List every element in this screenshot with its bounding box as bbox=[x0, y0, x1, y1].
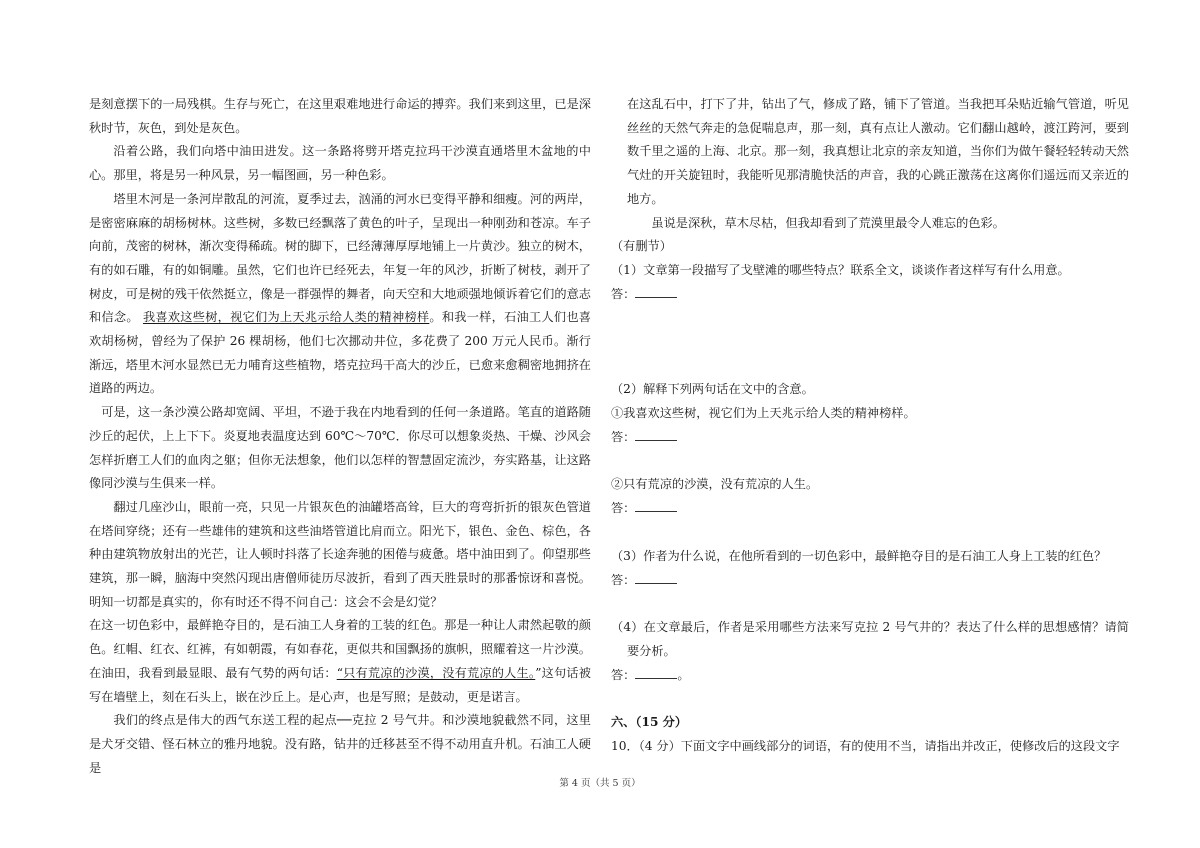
answer-space bbox=[611, 592, 1129, 616]
answer-blank[interactable] bbox=[635, 428, 677, 441]
answer-space bbox=[611, 449, 1129, 473]
answer-space bbox=[611, 306, 1129, 378]
answer-line bbox=[611, 497, 1129, 521]
answer-line bbox=[611, 426, 1129, 450]
deletion-note: （有删节） bbox=[611, 239, 672, 254]
answer-line bbox=[611, 283, 1129, 307]
answer-label: 答： bbox=[611, 286, 636, 301]
question-4: （4）在文章最后，作者是采用哪些方法来写克拉 2 号气井的？表达了什么样的思想感情？请简要分析。 bbox=[611, 620, 1129, 658]
paragraph: 我们的终点是伟大的西气东送工程的起点──克拉 2 号气井。和沙漠地貌截然不同，这里是犬牙交错、怪石林立的雅丹地貌。没有路，钻井的迁移甚至不得不动用直升机。石油工人硬是 bbox=[89, 713, 591, 775]
paragraph: 在这乱石中，打下了井，钻出了气，修成了路，铺下了管道。当我把耳朵贴近输气管道，听见丝丝的天然气奔走的急促喘息声，那一刻，真有点让人激动。它们翻山越岭，渡江跨河，要到数千里之遥的上海、北京。那一刻，我真想让北京的亲友知道，当你们为做午餐轻轻转动天然气灶的开关旋钮时，我能听见那清脆快活的声音，我的心跳正激荡在这离你们遥远而又亲近的地方。 bbox=[627, 97, 1129, 206]
answer-blank[interactable] bbox=[635, 571, 677, 584]
paragraph: 翻过几座沙山，眼前一亮，只见一片银灰色的油罐塔高耸，巨大的弯弯折折的银灰色管道在塔间穿绕；还有一些雄伟的建筑和这些油塔管道比肩而立。阳光下，银色、金色、棕色，各种由建筑物放射出的光芒，让人顿时抖落了长途奔驰的困倦与疲惫。塔中油田到了。仰望那些建筑，那一瞬，脑海中突然闪现出唐僧师徒历尽波折，看到了西天胜景时的那番惊讶和喜悦。明知一切都是真实的，你有时还不得不问自己：这会不会是幻觉？ bbox=[89, 499, 591, 609]
paragraph bbox=[89, 188, 591, 401]
right-column bbox=[611, 93, 1129, 759]
paragraph: 沿着公路，我们向塔中油田进发。这一条路将劈开塔克拉玛干沙漠直通塔里木盆地的中心。那里，将是另一种风景，另一幅图画，另一种色彩。 bbox=[89, 144, 591, 183]
question-1: （1）文章第一段描写了戈壁滩的哪些特点？联系全文，谈谈作者这样写有什么用意。 bbox=[611, 262, 1070, 277]
paragraph: 虽说是深秋，草木尽枯，但我却看到了荒漠里最令人难忘的色彩。 bbox=[651, 215, 1005, 230]
question-10: 10．（4 分）下面文字中画线部分的词语，有的使用不当，请指出并改正，使修改后的这段文字 bbox=[611, 739, 1120, 754]
paragraph bbox=[89, 614, 591, 709]
section-heading: 六、（15 分） bbox=[611, 715, 688, 730]
answer-space bbox=[611, 687, 1129, 711]
answer-blank[interactable] bbox=[635, 666, 677, 679]
answer-label: 答： bbox=[611, 429, 636, 444]
underlined-sentence: “只有荒凉的沙漠，没有荒凉的人生。 bbox=[336, 665, 536, 680]
paragraph-text: 塔里木河是一条河岸散乱的河流，夏季过去，汹涌的河水已变得平静和细瘦。河的两岸，是密密麻麻的胡杨树林。这些树，多数已经飘落了黄色的叶子，呈现出一种刚劲和苍凉。车子向前，茂密的树林，渐次变得稀疏。树的脚下，已经薄薄厚厚地铺上一片黄沙。独立的树木，有的如石雕，有的如铜雕。虽然，它们也许已经死去，年复一年的风沙，折断了树枝，剥开了树皮，可是树的残干依然挺立，像是一群强悍的舞者，向天空和大地顽强地倾诉着它们的意志和信念。 bbox=[89, 191, 591, 325]
paragraph-text: 在这一切色彩中，最鲜艳夺目的，是石油工人身着的工装的红色。那是一种让人肃然起敬的颜色。红帽、红衣、红裤，有如朝霞，有如春花，更似共和国飘扬的旗帜，照耀着这一片沙漠。在油田，我看到最显眼、最有气势的两句话： bbox=[89, 618, 591, 680]
answer-line bbox=[611, 664, 1129, 688]
paragraph-text: ”这句话被写在墙壁上，刻在石头上，嵌在沙丘上。是心声，也是写照；是鼓动，更是诺言。 bbox=[89, 665, 591, 704]
answer-end: 。 bbox=[677, 667, 690, 682]
question-2-b: ②只有荒凉的沙漠，没有荒凉的人生。 bbox=[611, 477, 819, 492]
answer-line bbox=[611, 569, 1129, 593]
question-3: （3）作者为什么说，在他所看到的一切色彩中，最鲜艳夺目的是石油工人身上工装的红色？ bbox=[611, 548, 1107, 563]
answer-label: 答： bbox=[611, 667, 636, 682]
answer-space bbox=[611, 521, 1129, 545]
page-footer: 第 4 页（共 5 页） bbox=[559, 778, 641, 789]
answer-blank[interactable] bbox=[635, 499, 677, 512]
paragraph: 是刻意摆下的一局残棋。生存与死亡，在这里艰难地进行命运的搏弈。我们来到这里，已是深秋时节，灰色，到处是灰色。 bbox=[89, 97, 591, 135]
paragraph-text: 。和我一样，石油工人们也喜欢胡杨树，曾经为了保护 26 棵胡杨，他们七次挪动井位，多花费了 200 万元人民币。渐行渐远，塔里木河水显然已无力哺育这些植物，塔克拉玛干高大的沙丘，已愈来愈稠密地拥挤在道路的两边。 bbox=[89, 310, 591, 396]
underlined-sentence: 我喜欢这些树，视它们为上天兆示给人类的精神榜样 bbox=[142, 310, 430, 325]
paragraph: 可是，这一条沙漠公路却宽阔、平坦，不逊于我在内地看到的任何一条道路。笔直的道路随沙丘的起伏，上上下下。炎夏地表温度达到 60℃～70℃．你尽可以想象炎热、干燥、沙风会怎样折磨工人们的血肉之躯；但你无法想象，他们以怎样的智慧固定流沙，夯实路基，让这路像同沙漠与生俱来一样。 bbox=[89, 405, 591, 491]
answer-label: 答： bbox=[611, 501, 636, 516]
question-2-a: ①我喜欢这些树，视它们为上天兆示给人类的精神榜样。 bbox=[611, 406, 916, 421]
question-2: （2）解释下列两句话在文中的含意。 bbox=[611, 382, 814, 397]
left-column bbox=[89, 93, 591, 780]
answer-label: 答： bbox=[611, 572, 636, 587]
answer-blank[interactable] bbox=[635, 285, 677, 298]
